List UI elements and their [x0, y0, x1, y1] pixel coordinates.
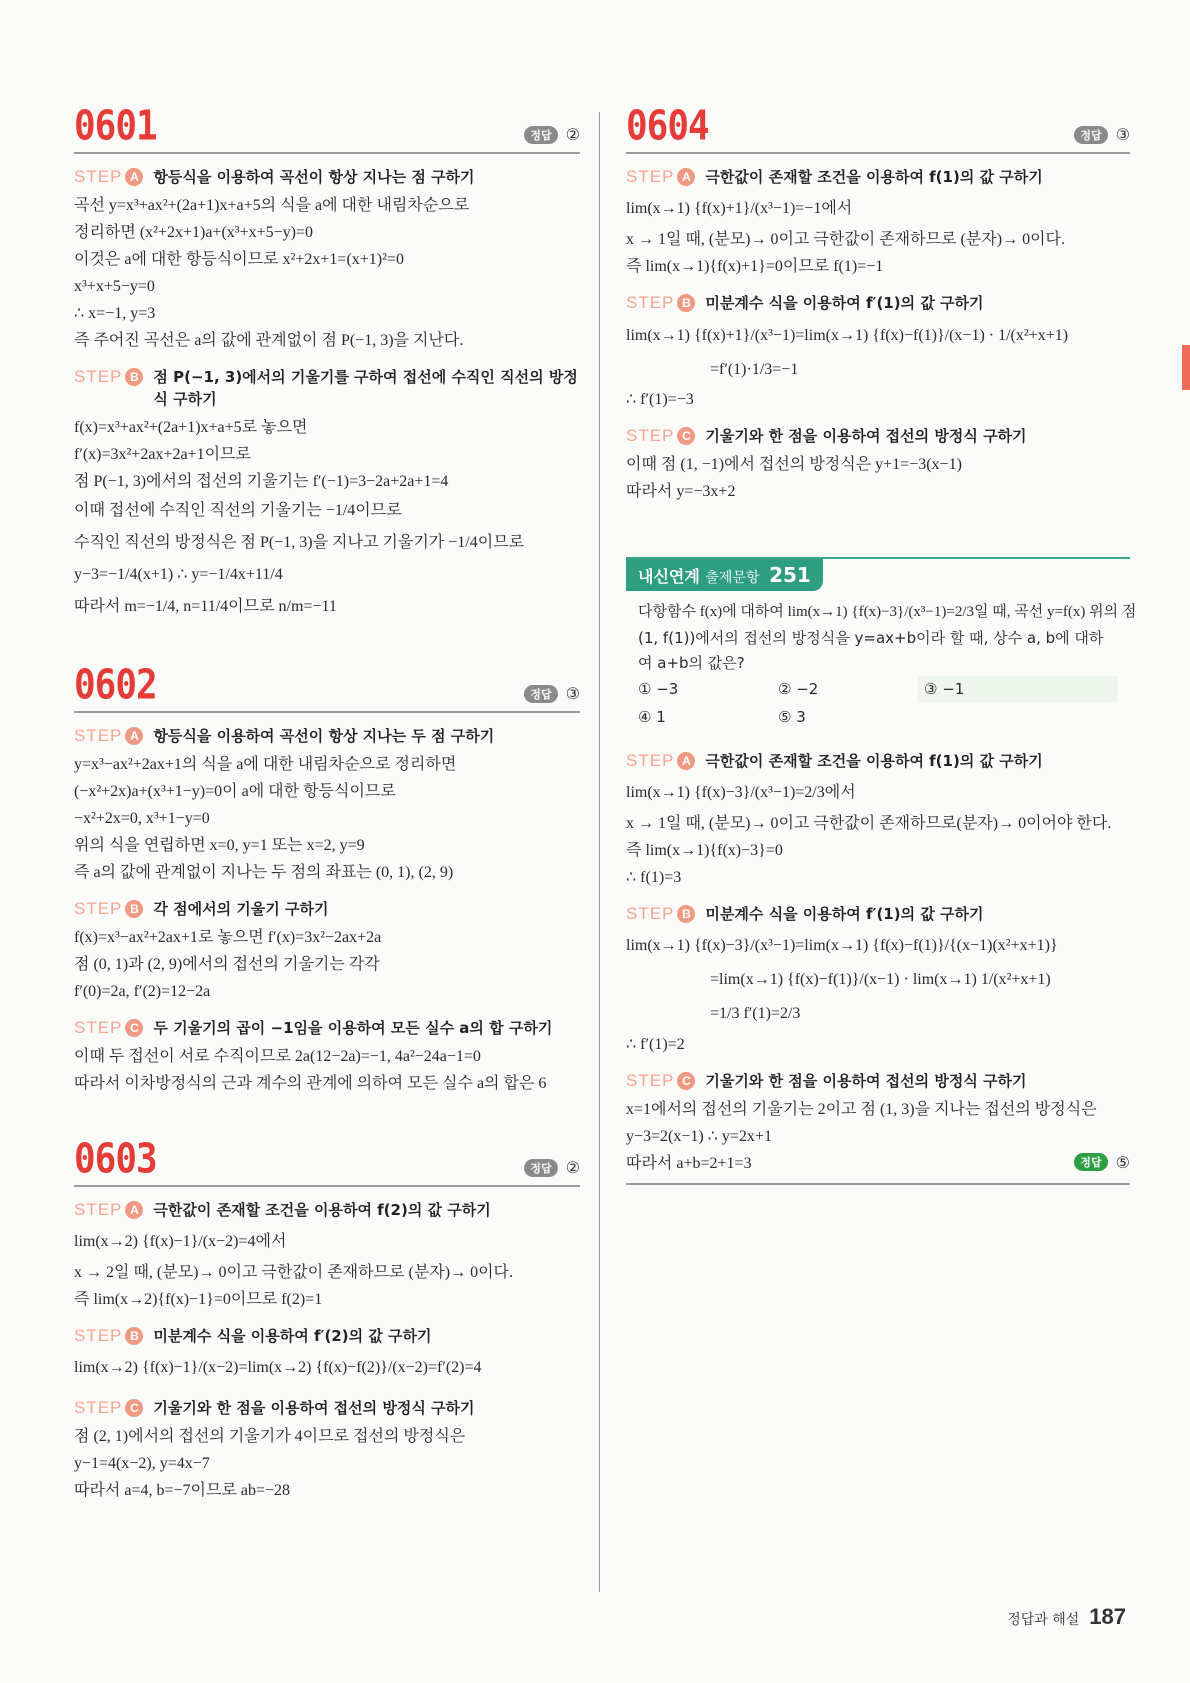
step-header: STEP B 미분계수 식을 이용하여 f′(2)의 값 구하기 [74, 1325, 580, 1347]
step-title: 두 기울기의 곱이 −1임을 이용하여 모든 실수 a의 합 구하기 [153, 1019, 553, 1037]
solution-line: 점 (0, 1)과 (2, 9)에서의 접선의 기울기는 각각 [74, 956, 380, 973]
solution-line: 수직인 직선의 방정식은 점 P(−1, 3)을 지나고 기울기가 −1/4이므로 [74, 534, 525, 551]
linked-problem-solution [626, 750, 1130, 1185]
right-column [626, 102, 1137, 1185]
step-letter: B [677, 905, 695, 923]
step-title: 극한값이 존재할 조건을 이용하여 f(1)의 값 구하기 [705, 168, 1043, 186]
solution-line: y−3=2(x−1) ∴ y=2x+1 [626, 1128, 772, 1145]
step-header: STEP C 기울기와 한 점을 이용하여 접선의 방정식 구하기 [74, 1397, 580, 1419]
option: ② −2 [778, 680, 819, 698]
option: ① −3 [638, 680, 679, 698]
step-title: 항등식을 이용하여 곡선이 항상 지나는 두 점 구하기 [153, 727, 495, 745]
answer-options [638, 676, 1118, 730]
step-title: 미분계수 식을 이용하여 f′(1)의 값 구하기 [705, 294, 984, 312]
answer-label: 정답 [524, 685, 557, 703]
solution-line: 따라서 이차방정식의 근과 계수의 관계에 의하여 모든 실수 a의 합은 6 [74, 1075, 547, 1092]
answer-box [524, 1158, 580, 1177]
step-header: STEP B 미분계수 식을 이용하여 f′(1)의 값 구하기 [626, 292, 1130, 314]
answer-label: 정답 [1074, 126, 1107, 144]
solution-line: 이것은 a에 대한 항등식이므로 x²+2x+1=(x+1)²=0 [74, 251, 404, 268]
problem-number: 0604 [626, 102, 709, 150]
solution-line: 이때 점 (1, −1)에서 접선의 방정식은 y+1=−3(x−1) [626, 456, 962, 473]
solution-line: x → 2일 때, (분모)→ 0이고 극한값이 존재하므로 (분자)→ 0이다. [74, 1264, 513, 1281]
step-title: 기울기와 한 점을 이용하여 접선의 방정식 구하기 [153, 1399, 475, 1417]
solution-line: 즉 lim(x→1){f(x)+1}=0이므로 f(1)=−1 [626, 258, 884, 275]
footer-label: 정답과 해설 [1007, 1612, 1080, 1628]
solution-line: f′(0)=2a, f′(2)=12−2a [74, 983, 211, 1000]
step-letter: C [125, 1019, 143, 1037]
answer-box [1074, 125, 1130, 144]
page-number: 187 [1089, 1604, 1126, 1629]
solution-line: 점 P(−1, 3)에서의 접선의 기울기는 f′(−1)=3−2a+2a+1=4 [74, 473, 449, 490]
page-footer [1007, 1604, 1126, 1630]
solution-line: x=1에서의 접선의 기울기는 2이고 점 (1, 3)을 지나는 접선의 방정식은 [626, 1101, 1097, 1118]
step-header: STEP C 기울기와 한 점을 이용하여 접선의 방정식 구하기 [626, 1070, 1130, 1092]
answer-label: 정답 [524, 126, 557, 144]
step-letter: C [677, 1072, 695, 1090]
problem-0601 [74, 102, 580, 623]
linked-problem-tag: 내신연계 출제문항 251 [626, 559, 823, 591]
solution-line: 즉 lim(x→1){f(x)−3}=0 [626, 842, 783, 859]
solution-line: 점 (2, 1)에서의 접선의 기울기가 4이므로 접선의 방정식은 [74, 1428, 466, 1445]
linked-problem-number: 251 [769, 563, 811, 587]
column-divider [599, 112, 600, 1592]
solution-line: lim(x→1) {f(x)−3}/(x³−1)=2/3에서 [626, 784, 856, 801]
step-letter: C [125, 1399, 143, 1417]
solution-line: y=x³−ax²+2ax+1의 식을 a에 대한 내림차순으로 정리하면 [74, 756, 457, 773]
solution-line: lim(x→2) {f(x)−1}/(x−2)=4에서 [74, 1233, 287, 1250]
step-title: 항등식을 이용하여 곡선이 항상 지나는 점 구하기 [153, 168, 475, 186]
problem-0602 [74, 661, 580, 1097]
step-header: STEP A 극한값이 존재할 조건을 이용하여 f(1)의 값 구하기 [626, 750, 1130, 772]
solution-line: −x²+2x=0, x³+1−y=0 [74, 810, 210, 827]
option: ③ −1 [918, 676, 1118, 702]
linked-problem-header [626, 557, 1130, 591]
problem-header [74, 1135, 580, 1187]
solution-line: x → 1일 때, (분모)→ 0이고 극한값이 존재하므로 (분자)→ 0이다. [626, 231, 1065, 248]
step-title: 극한값이 존재할 조건을 이용하여 f(1)의 값 구하기 [705, 752, 1043, 770]
step-letter: A [677, 168, 695, 186]
solution-line: =1/3 f′(1)=2/3 [710, 1005, 801, 1022]
answer-box [524, 684, 580, 703]
step-title: 기울기와 한 점을 이용하여 접선의 방정식 구하기 [705, 1072, 1027, 1090]
answer-label: 정답 [524, 1159, 557, 1177]
step-letter: A [677, 752, 695, 770]
solution-line: =f′(1)·1/3=−1 [710, 361, 799, 378]
answer-label: 정답 [1074, 1153, 1107, 1171]
step-header: STEP C 기울기와 한 점을 이용하여 접선의 방정식 구하기 [626, 425, 1130, 447]
answer-value: ② [565, 1158, 580, 1177]
problem-0604 [626, 102, 1130, 505]
step-title: 미분계수 식을 이용하여 f′(2)의 값 구하기 [153, 1327, 432, 1345]
solution-line: lim(x→1) {f(x)+1}/(x³−1)=−1에서 [626, 200, 853, 217]
solution-line: y−3=−1/4(x+1) ∴ y=−1/4x+11/4 [74, 566, 283, 583]
step-title: 미분계수 식을 이용하여 f′(1)의 값 구하기 [705, 905, 984, 923]
step-letter: B [125, 900, 143, 918]
step-header: STEP B 각 점에서의 기울기 구하기 [74, 898, 580, 920]
question-line: 여 a+b의 값은? [638, 654, 745, 672]
solution-line: 위의 식을 연립하면 x=0, y=1 또는 x=2, y=9 [74, 837, 365, 854]
solution-line: lim(x→1) {f(x)−3}/(x³−1)=lim(x→1) {f(x)−f(1)}/{(x−1)(x²+x+1)} [626, 937, 1058, 954]
solution-line: 따라서 m=−1/4, n=11/4이므로 n/m=−11 [74, 598, 337, 615]
step-header: STEP C 두 기울기의 곱이 −1임을 이용하여 모든 실수 a의 합 구하기 [74, 1017, 580, 1039]
solution-line: f′(x)=3x²+2ax+2a+1이므로 [74, 446, 251, 463]
solution-line: 즉 lim(x→2){f(x)−1}=0이므로 f(2)=1 [74, 1291, 323, 1308]
solution-line: y−1=4(x−2), y=4x−7 [74, 1455, 210, 1472]
solution-line: f(x)=x³+ax²+(2a+1)x+a+5로 놓으면 [74, 419, 308, 436]
option: ⑤ 3 [778, 708, 806, 726]
solution-line: f(x)=x³−ax²+2ax+1로 놓으면 f′(x)=3x²−2ax+2a [74, 929, 382, 946]
step-header: STEP A 항등식을 이용하여 곡선이 항상 지나는 점 구하기 [74, 166, 580, 188]
answer-box [524, 125, 580, 144]
solution-line: 곡선 y=x³+ax²+(2a+1)x+a+5의 식을 a에 대한 내림차순으로 [74, 197, 470, 214]
problem-header [626, 102, 1130, 154]
step-letter: B [677, 294, 695, 312]
solution-line: x³+x+5−y=0 [74, 278, 155, 295]
solution-line: 따라서 a=4, b=−7이므로 ab=−28 [74, 1482, 291, 1499]
step-letter: A [125, 168, 143, 186]
solution-line: 따라서 y=−3x+2 [626, 483, 736, 500]
option: ④ 1 [638, 708, 666, 726]
step-letter: A [125, 1201, 143, 1219]
step-header: STEP A 항등식을 이용하여 곡선이 항상 지나는 두 점 구하기 [74, 725, 580, 747]
step-letter: C [677, 427, 695, 445]
solution-line: ∴ f′(1)=2 [626, 1036, 685, 1053]
solution-line: 즉 주어진 곡선은 a의 값에 관계없이 점 P(−1, 3)을 지난다. [74, 332, 464, 349]
step-letter: B [125, 1327, 143, 1345]
linked-problem-box [626, 557, 1137, 736]
answer-value: ③ [565, 684, 580, 703]
step-header: STEP A 극한값이 존재할 조건을 이용하여 f(2)의 값 구하기 [74, 1199, 580, 1221]
problem-header [74, 102, 580, 154]
question-line: (1, f(1))에서의 접선의 방정식을 y=ax+b이라 할 때, 상수 a, b에 대하 [638, 629, 1104, 647]
solution-line: 즉 a의 값에 관계없이 지나는 두 점의 좌표는 (0, 1), (2, 9) [74, 864, 454, 881]
step-title: 점 P(−1, 3)에서의 기울기를 구하여 접선에 수직인 직선의 방정식 구하기 [153, 368, 578, 408]
solution-line: ∴ f′(1)=−3 [626, 391, 694, 408]
step-header: STEP A 극한값이 존재할 조건을 이용하여 f(1)의 값 구하기 [626, 166, 1130, 188]
solution-line: 이때 접선에 수직인 직선의 기울기는 −1/4이므로 [74, 502, 402, 519]
problem-number: 0602 [74, 661, 157, 709]
linked-problem-question [626, 591, 1137, 736]
answer-value: ③ [1115, 125, 1130, 144]
step-letter: B [125, 368, 143, 386]
problem-number: 0601 [74, 102, 157, 150]
answer-value: ⑤ [1115, 1152, 1130, 1172]
step-title: 각 점에서의 기울기 구하기 [153, 900, 329, 918]
problem-header [74, 661, 580, 713]
answer-value: ② [565, 125, 580, 144]
step-letter: A [125, 727, 143, 745]
solution-line: lim(x→1) {f(x)+1}/(x³−1)=lim(x→1) {f(x)−f(1)}/(x−1) · 1/(x²+x+1) [626, 327, 1069, 344]
solution-line: lim(x→2) {f(x)−1}/(x−2)=lim(x→2) {f(x)−f(2)}/(x−2)=f′(2)=4 [74, 1359, 482, 1376]
solution-line: 따라서 a+b=2+1=3 [626, 1155, 752, 1172]
problem-0603 [74, 1135, 580, 1504]
solution-line: 정리하면 (x²+2x+1)a+(x³+x+5−y)=0 [74, 224, 313, 241]
solution-line: ∴ f(1)=3 [626, 869, 682, 886]
solution-line: 이때 두 접선이 서로 수직이므로 2a(12−2a)=−1, 4a²−24a−1=0 [74, 1048, 481, 1065]
problem-number: 0603 [74, 1135, 157, 1183]
solution-line: x → 1일 때, (분모)→ 0이고 극한값이 존재하므로(분자)→ 0이어야 한다. [626, 815, 1112, 832]
question-line: 다항함수 f(x)에 대하여 lim(x→1) {f(x)−3}/(x³−1)=2/3일 때, 곡선 y=f(x) 위의 점 [638, 604, 1137, 620]
solution-line: =lim(x→1) {f(x)−f(1)}/(x−1) · lim(x→1) 1/(x²+x+1) [710, 971, 1051, 988]
step-title: 극한값이 존재할 조건을 이용하여 f(2)의 값 구하기 [153, 1201, 491, 1219]
step-title: 기울기와 한 점을 이용하여 접선의 방정식 구하기 [705, 427, 1027, 445]
step-header: STEP B 미분계수 식을 이용하여 f′(1)의 값 구하기 [626, 903, 1130, 925]
left-column [74, 102, 580, 1504]
step-header: STEP B 점 P(−1, 3)에서의 기울기를 구하여 접선에 수직인 직선의 방정식 구하기 [74, 366, 580, 410]
page-edge-tab [1182, 345, 1190, 390]
solution-line: ∴ x=−1, y=3 [74, 305, 156, 322]
section-end-rule [626, 1183, 1130, 1185]
solution-line: (−x²+2x)a+(x³+1−y)=0이 a에 대한 항등식이므로 [74, 783, 396, 800]
